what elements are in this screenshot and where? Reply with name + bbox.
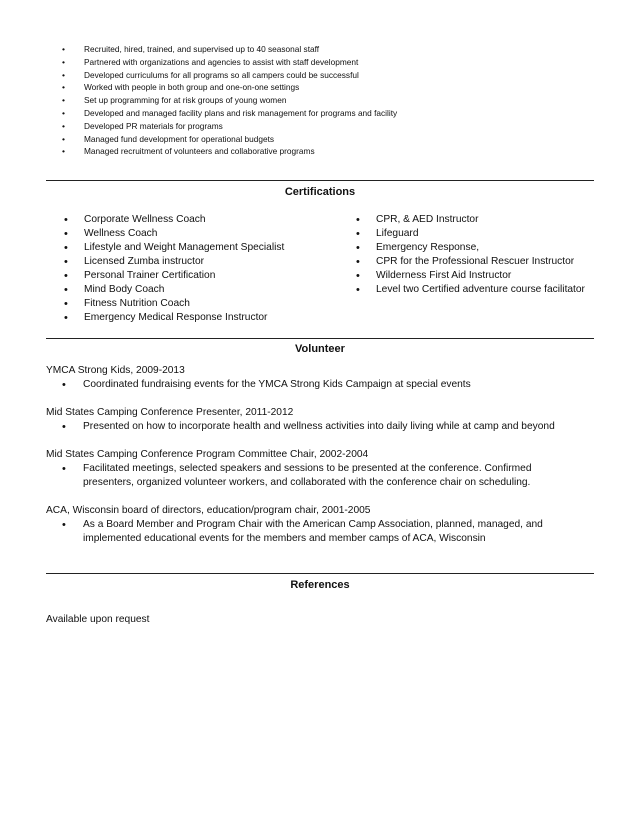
experience-bullet: • Recruited, hired, trained, and supervised up to 40 seasonal staff	[62, 43, 602, 56]
volunteer-entry-heading: ACA, Wisconsin board of directors, education/program chair, 2001-2005	[46, 505, 371, 516]
volunteer-entry-heading: Mid States Camping Conference Presenter, 2011-2012	[46, 407, 294, 418]
certification-item: • Level two Certified adventure course facilitator	[356, 283, 591, 297]
certification-item: • Lifestyle and Weight Management Specialist	[64, 241, 334, 255]
volunteer-entry	[46, 364, 606, 392]
certification-item: • CPR for the Professional Rescuer Instructor	[356, 255, 591, 269]
references-text: Available upon request	[46, 614, 150, 625]
experience-bullet: • Partnered with organizations and agencies to assist with staff development	[62, 56, 602, 69]
section-divider	[46, 573, 594, 574]
certification-item: • Mind Body Coach	[64, 283, 334, 297]
experience-bullet: • Managed fund development for operational budgets	[62, 133, 602, 146]
certifications-right-list	[356, 213, 591, 297]
experience-bullet: • Managed recruitment of volunteers and collaborative programs	[62, 145, 602, 158]
section-divider	[46, 338, 594, 339]
certification-item: • Wellness Coach	[64, 227, 334, 241]
experience-bullet: • Developed PR materials for programs	[62, 120, 602, 133]
section-divider	[46, 180, 594, 181]
certification-item: • Fitness Nutrition Coach	[64, 297, 334, 311]
certifications-heading: Certifications	[284, 186, 356, 198]
certifications-left-list	[64, 213, 334, 325]
volunteer-entry-bullet: • Facilitated meetings, selected speakers and sessions to be presented at the conference. Confirmed presenters, organized volunteer workers, and collaborated with the conference chair on scheduling.	[62, 462, 583, 490]
volunteer-entry-bullet: • As a Board Member and Program Chair with the American Camp Association, planned, managed, and implemented educational events for the members and member camps of ACA, Wisconsin	[62, 518, 583, 546]
volunteer-entry	[46, 504, 606, 546]
volunteer-entry-heading: YMCA Strong Kids, 2009-2013	[46, 365, 185, 376]
certification-item: • Personal Trainer Certification	[64, 269, 334, 283]
certification-item: • Lifeguard	[356, 227, 591, 241]
experience-bullet: • Developed and managed facility plans and risk management for programs and facility	[62, 107, 602, 120]
volunteer-heading: Volunteer	[295, 343, 345, 355]
volunteer-entry-bullet: • Presented on how to incorporate health and wellness activities into daily living while at camp and beyond	[62, 420, 606, 434]
volunteer-entry	[46, 448, 606, 490]
experience-bullet: • Developed curriculums for all programs so all campers could be successful	[62, 69, 602, 82]
experience-bullet: • Worked with people in both group and one-on-one settings	[62, 81, 602, 94]
volunteer-entry	[46, 406, 606, 434]
certification-item: • CPR, & AED Instructor	[356, 213, 591, 227]
experience-bullet-list	[62, 43, 602, 158]
certification-item: • Corporate Wellness Coach	[64, 213, 334, 227]
certification-item: • Wilderness First Aid Instructor	[356, 269, 591, 283]
certification-item: • Licensed Zumba instructor	[64, 255, 334, 269]
references-heading: References	[290, 579, 350, 591]
volunteer-entry-heading: Mid States Camping Conference Program Committee Chair, 2002-2004	[46, 449, 369, 460]
certification-item: • Emergency Medical Response Instructor	[64, 311, 334, 325]
volunteer-entry-bullet: • Coordinated fundraising events for the YMCA Strong Kids Campaign at special events	[62, 378, 606, 392]
certification-item: • Emergency Response,	[356, 241, 591, 255]
experience-bullet: • Set up programming for at risk groups of young women	[62, 94, 602, 107]
